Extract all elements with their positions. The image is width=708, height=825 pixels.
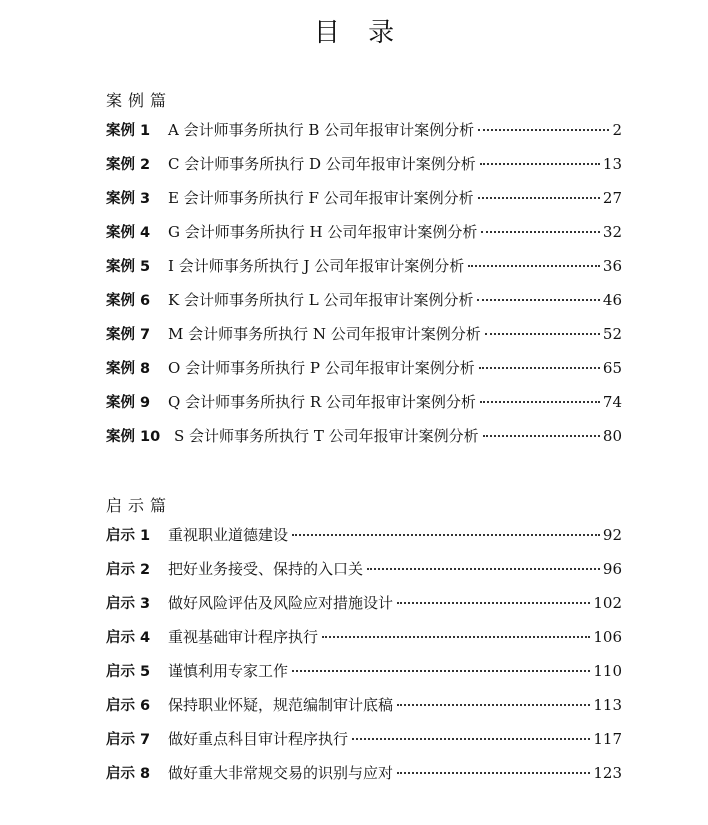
toc-entry-label: 启示 7: [106, 732, 151, 748]
toc-entry-title: 保持职业怀疑，规范编制审计底稿: [168, 696, 394, 714]
toc-entry-title: M 会计师事务所执行 N 公司年报审计案例分析: [168, 325, 481, 343]
dot-leader: [480, 401, 600, 403]
dot-leader: [397, 704, 590, 706]
toc-entry-label: 案例 9: [106, 395, 151, 411]
dot-leader: [468, 265, 600, 267]
toc-entry-page: 52: [602, 325, 622, 343]
toc-entry-title: I 会计师事务所执行 J 公司年报审计案例分析: [168, 257, 465, 275]
toc-entry-title: Q 会计师事务所执行 R 公司年报审计案例分析: [168, 393, 476, 411]
toc-entry-insight-3[interactable]: [106, 592, 622, 626]
toc-entry-label: 启示 1: [106, 528, 151, 544]
toc-entry-label: 案例 4: [106, 225, 151, 241]
toc-entry-insight-7[interactable]: [106, 728, 622, 762]
insight-toc-list: [106, 524, 622, 796]
toc-entry-title: 重视基础审计程序执行: [168, 628, 319, 646]
toc-entry-case-10[interactable]: [106, 425, 622, 459]
dot-leader: [478, 129, 609, 131]
dot-leader: [367, 568, 600, 570]
toc-entry-page: 36: [602, 257, 622, 275]
toc-entry-case-6[interactable]: [106, 289, 622, 323]
toc-entry-page: 96: [602, 560, 622, 578]
toc-entry-insight-8[interactable]: [106, 762, 622, 796]
toc-entry-insight-5[interactable]: [106, 660, 622, 694]
case-toc-list: [106, 119, 622, 459]
dot-leader: [479, 367, 600, 369]
toc-entry-title: 把好业务接受、保持的入口关: [168, 560, 364, 578]
toc-entry-title: O 会计师事务所执行 P 公司年报审计案例分析: [168, 359, 475, 377]
toc-entry-page: 102: [593, 594, 622, 612]
toc-entry-title: 做好风险评估及风险应对措施设计: [168, 594, 394, 612]
toc-entry-insight-1[interactable]: [106, 524, 622, 558]
dot-leader: [485, 333, 600, 335]
toc-entry-page: 117: [593, 730, 622, 748]
toc-entry-title: E 会计师事务所执行 F 公司年报审计案例分析: [168, 189, 474, 207]
toc-entry-page: 13: [602, 155, 622, 173]
dot-leader: [481, 231, 600, 233]
section-heading-insights: 启示篇: [106, 496, 173, 515]
toc-entry-title: K 会计师事务所执行 L 公司年报审计案例分析: [168, 291, 474, 309]
toc-entry-page: 2: [612, 121, 622, 139]
dot-leader: [352, 738, 590, 740]
toc-entry-label: 案例 7: [106, 327, 151, 343]
toc-entry-insight-4[interactable]: [106, 626, 622, 660]
toc-entry-label: 案例 6: [106, 293, 151, 309]
toc-entry-title: G 会计师事务所执行 H 公司年报审计案例分析: [168, 223, 478, 241]
toc-entry-page: 27: [602, 189, 622, 207]
toc-entry-title: 谨慎利用专家工作: [168, 662, 289, 680]
dot-leader: [322, 636, 590, 638]
toc-entry-label: 案例 5: [106, 259, 151, 275]
toc-entry-case-3[interactable]: [106, 187, 622, 221]
toc-entry-case-7[interactable]: [106, 323, 622, 357]
page-title: 目 录: [313, 18, 405, 48]
dot-leader: [477, 299, 599, 301]
toc-entry-label: 案例 8: [106, 361, 151, 377]
toc-entry-case-5[interactable]: [106, 255, 622, 289]
toc-entry-label: 案例 3: [106, 191, 151, 207]
section-heading-cases: 案例篇: [106, 91, 173, 110]
toc-entry-label: 启示 6: [106, 698, 151, 714]
toc-entry-label: 案例 1: [106, 123, 151, 139]
toc-entry-label: 案例 10: [106, 429, 161, 445]
dot-leader: [478, 197, 600, 199]
toc-entry-page: 46: [602, 291, 622, 309]
toc-entry-label: 启示 2: [106, 562, 151, 578]
toc-entry-page: 110: [593, 662, 622, 680]
toc-entry-page: 106: [593, 628, 622, 646]
toc-entry-insight-2[interactable]: [106, 558, 622, 592]
toc-entry-title: C 会计师事务所执行 D 公司年报审计案例分析: [168, 155, 476, 173]
dot-leader: [292, 534, 600, 536]
toc-entry-label: 案例 2: [106, 157, 151, 173]
toc-entry-label: 启示 8: [106, 766, 151, 782]
toc-entry-page: 65: [602, 359, 622, 377]
toc-entry-case-1[interactable]: [106, 119, 622, 153]
toc-entry-case-2[interactable]: [106, 153, 622, 187]
toc-entry-page: 32: [602, 223, 622, 241]
toc-entry-label: 启示 4: [106, 630, 151, 646]
dot-leader: [397, 772, 590, 774]
toc-entry-title: 做好重大非常规交易的识别与应对: [168, 764, 394, 782]
toc-entry-page: 123: [593, 764, 622, 782]
toc-entry-page: 113: [593, 696, 622, 714]
toc-entry-insight-6[interactable]: [106, 694, 622, 728]
toc-entry-title: 做好重点科目审计程序执行: [168, 730, 349, 748]
toc-entry-case-8[interactable]: [106, 357, 622, 391]
toc-entry-case-9[interactable]: [106, 391, 622, 425]
dot-leader: [480, 163, 600, 165]
toc-entry-page: 74: [602, 393, 622, 411]
toc-entry-page: 80: [602, 427, 622, 445]
toc-entry-label: 启示 3: [106, 596, 151, 612]
dot-leader: [292, 670, 590, 672]
toc-entry-title: 重视职业道德建设: [168, 526, 289, 544]
dot-leader: [483, 435, 600, 437]
toc-entry-title: A 会计师事务所执行 B 公司年报审计案例分析: [168, 121, 475, 139]
toc-entry-case-4[interactable]: [106, 221, 622, 255]
dot-leader: [397, 602, 590, 604]
toc-entry-page: 92: [602, 526, 622, 544]
toc-entry-label: 启示 5: [106, 664, 151, 680]
toc-entry-title: S 会计师事务所执行 T 公司年报审计案例分析: [174, 427, 479, 445]
